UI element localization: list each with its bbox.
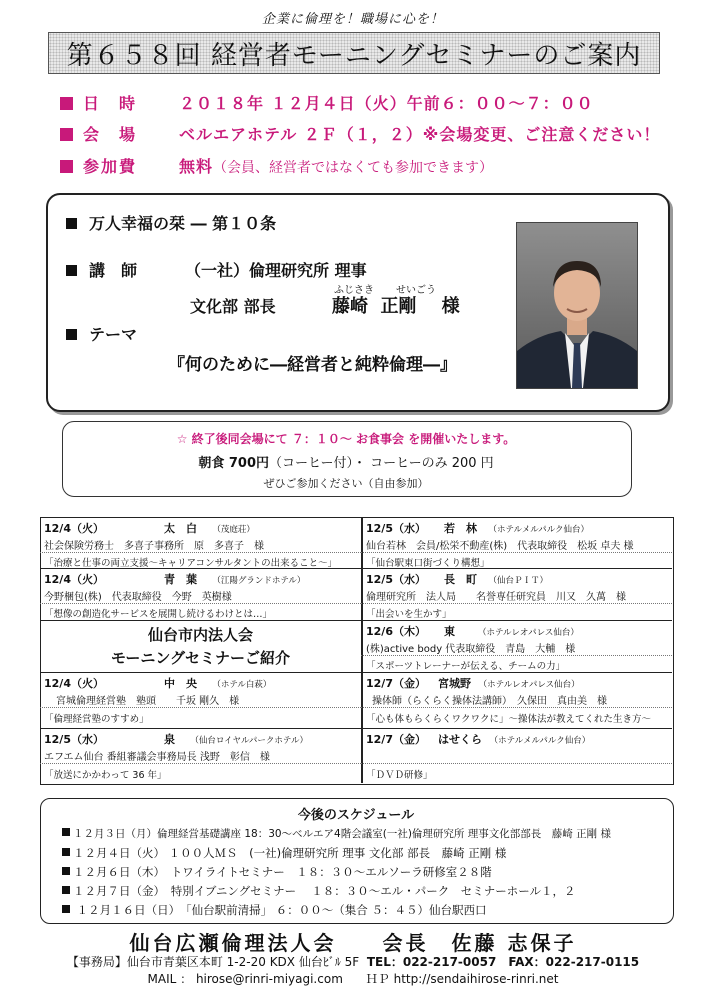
schedule-item bbox=[62, 902, 486, 918]
seminar-place: 宮城野 bbox=[437, 677, 471, 690]
seminar-topic: 「心も体もらくらくワクワクに」～操体法が教えてくれた生き方～ bbox=[366, 714, 652, 725]
seminar-venue: （仙台ＰＩＴ） bbox=[488, 576, 548, 586]
intro-line2: モーニングセミナーご紹介 bbox=[110, 649, 291, 667]
seminar-date: 12/7（金） bbox=[366, 733, 426, 746]
footer-contact bbox=[0, 970, 706, 987]
seminar-higashi-head bbox=[366, 623, 579, 639]
dotted-rule bbox=[361, 603, 672, 604]
theme-text: 『何のために―経営者と純粋倫理―』 bbox=[168, 355, 457, 375]
seminar-venue: （ホテルメルパルク仙台） bbox=[489, 736, 591, 746]
seminar-date: 12/4（火） bbox=[44, 677, 104, 690]
info-venue-label: 会 場 bbox=[83, 125, 138, 144]
speaker-photo bbox=[516, 222, 638, 389]
seminar-topic: 「出会いを生かす」 bbox=[366, 609, 452, 620]
footer-mail: MAIL ： hirose@rinri-miyagi.com bbox=[147, 972, 343, 986]
seminar-date: 12/5（水） bbox=[366, 522, 426, 535]
seminar-place: 泉 bbox=[163, 733, 175, 746]
seminar-nagamachi-head bbox=[366, 571, 548, 587]
dotted-rule bbox=[40, 552, 361, 553]
schedule-item bbox=[62, 826, 611, 841]
ruby-family: ふじさき bbox=[334, 285, 374, 296]
info-date bbox=[60, 91, 594, 114]
seminar-topic: 「ＤＶＤ研修」 bbox=[366, 770, 433, 781]
intro-line1: 仙台市内法人会 bbox=[147, 626, 253, 644]
organization-name: 仙台広瀬倫理法人会 会長 佐藤 志保子 bbox=[129, 931, 577, 955]
tagline: 企業に倫理を！職場に心を！ bbox=[261, 12, 444, 27]
info-fee-label: 参加費 bbox=[83, 157, 138, 176]
seminar-venue: （江陽グランドホテル） bbox=[212, 576, 306, 586]
meal-price bbox=[62, 452, 630, 471]
schedule-item-text: １２月４日（火） １００人ＭＳ (一社)倫理研究所 理事 文化部 部長 藤崎 正剛 様 bbox=[73, 846, 507, 860]
dotted-rule bbox=[40, 603, 361, 604]
table-rule bbox=[40, 728, 361, 729]
table-rule bbox=[361, 728, 672, 729]
square-bullet-icon bbox=[60, 97, 73, 110]
meal-invite: ぜひご参加ください（自由参加） bbox=[263, 477, 429, 490]
theme-line bbox=[66, 322, 137, 345]
dotted-rule bbox=[361, 707, 672, 708]
schedule-item-text: １２月６日（木） トワイライトセミナー １８：３０～エルソーラ研修室２８階 bbox=[73, 865, 492, 879]
seminar-miyagino-head bbox=[366, 675, 580, 691]
seminar-date: 12/5（水） bbox=[44, 733, 104, 746]
seminar-speaker: 今野梱包(株) 代表取締役 今野 英樹様 bbox=[44, 592, 232, 603]
footer-office bbox=[0, 953, 706, 970]
info-venue bbox=[60, 122, 660, 145]
schedule-item-text: １２月３日（月）倫理経営基礎講座 18：30～ベルエア4階会議室(一社)倫理研究所 理事文化部部長 藤崎 正剛 様 bbox=[73, 828, 611, 840]
theme-label: テーマ bbox=[89, 325, 138, 344]
lecturer-line bbox=[66, 258, 367, 281]
dotted-rule bbox=[361, 655, 672, 656]
table-rule bbox=[361, 620, 672, 621]
seminar-speaker: (株)active body 代表取締役 青島 大輔 様 bbox=[366, 644, 576, 655]
footer-hp[interactable]: ＨＰ http://sendaihirose-rinri.net bbox=[365, 972, 559, 986]
seminar-date: 12/6（木） bbox=[366, 625, 426, 638]
info-date-value: ２０１８年 １２月４日（火）午前６：００～７：００ bbox=[179, 94, 594, 113]
seminar-venue: （仙台ロイヤルパークホテル） bbox=[190, 736, 308, 746]
seminar-aoba-head bbox=[44, 571, 305, 587]
page-title-text: 第６５８回 経営者モーニングセミナーのご案内 bbox=[66, 40, 642, 71]
lecturer-name-given: 正剛 bbox=[380, 296, 417, 317]
seminar-taihaku-head bbox=[44, 520, 255, 536]
seminar-date: 12/5（水） bbox=[366, 573, 426, 586]
seminar-place: 青 葉 bbox=[163, 573, 197, 586]
table-rule bbox=[40, 620, 361, 621]
square-bullet-icon bbox=[62, 867, 70, 875]
meal-price-main: 朝食 700円 bbox=[198, 456, 269, 471]
schedule-item bbox=[62, 845, 506, 861]
square-bullet-icon bbox=[66, 265, 77, 276]
lecturer-name-family: 藤崎 bbox=[332, 296, 368, 317]
intro-heading bbox=[40, 624, 361, 670]
info-fee-value: 無料 bbox=[179, 157, 214, 176]
seminar-place: 若 林 bbox=[443, 522, 477, 535]
lecturer-dept: 文化部 部長 bbox=[190, 297, 276, 316]
schedule-item bbox=[62, 883, 576, 899]
seminar-speaker: 操体師（らくらく操体法講師） 久保田 真由美 様 bbox=[372, 696, 607, 707]
table-divider bbox=[361, 517, 363, 783]
seminar-venue: （ホテルレオパレス仙台） bbox=[477, 628, 579, 638]
seminar-speaker: エフエム仙台 番組審議会事務局長 浅野 彰信 様 bbox=[44, 752, 270, 763]
schedule-title: 今後のスケジュール bbox=[297, 808, 415, 823]
schedule-item-text: １２月１６日（日） 「仙台駅前清掃」 ６：００～（集合 ５：４５）仙台駅西口 bbox=[73, 903, 487, 917]
lecturer-honorific: 様 bbox=[441, 296, 460, 317]
seminar-wakabayashi-head bbox=[366, 520, 589, 536]
square-bullet-icon bbox=[60, 160, 73, 173]
square-bullet-icon bbox=[60, 128, 73, 141]
seminar-chuo-head bbox=[44, 675, 271, 691]
meal-announcement: ☆ 終了後同会場にて ７：１０～ お食事会 を開催いたします。 bbox=[176, 432, 516, 446]
seminar-topic: 「想像の創造化サービスを展開し続けるわけとは…」 bbox=[44, 609, 273, 620]
seminar-place: はせくら bbox=[437, 733, 482, 746]
page-title bbox=[48, 32, 660, 74]
table-rule bbox=[40, 672, 361, 673]
square-bullet-icon bbox=[62, 905, 70, 913]
table-rule bbox=[361, 672, 672, 673]
seminar-date: 12/4（火） bbox=[44, 522, 104, 535]
seminar-date: 12/4（火） bbox=[44, 573, 104, 586]
info-venue-value: ベルエアホテル ２Ｆ（１，２）※会場変更、ご注意ください！ bbox=[179, 125, 661, 144]
seminar-place: 長 町 bbox=[443, 573, 477, 586]
square-bullet-icon bbox=[62, 848, 70, 856]
square-bullet-icon bbox=[66, 329, 77, 340]
seminar-speaker: 社会保険労務士 多喜子事務所 原 多喜子 様 bbox=[44, 541, 264, 552]
article-text: 万人幸福の栞 ― 第１０条 bbox=[89, 214, 277, 233]
article-line bbox=[66, 211, 276, 234]
schedule-item-text: １２月７日（金） 特別イブニングセミナー １８：３０～エル・パーク セミナーホール１，２ bbox=[73, 884, 576, 898]
seminar-topic: 「放送にかかわって 36 年」 bbox=[44, 770, 167, 781]
info-fee-note: （会員、経営者ではなくても参加できます） bbox=[213, 160, 494, 176]
seminar-venue: （ホテルレオパレス仙台） bbox=[478, 680, 580, 690]
square-bullet-icon bbox=[66, 218, 77, 229]
info-fee bbox=[60, 154, 493, 177]
office-tel-fax: TEL：022-217-0057 FAX：022-217-0115 bbox=[366, 955, 640, 969]
dotted-rule bbox=[40, 707, 361, 708]
seminar-date: 12/7（金） bbox=[366, 677, 426, 690]
schedule-item bbox=[62, 864, 492, 880]
lecturer-label: 講 師 bbox=[89, 261, 138, 280]
dotted-rule bbox=[361, 552, 672, 553]
lecturer-org: （一社）倫理研究所 理事 bbox=[185, 261, 367, 280]
meal-price-rest: （コーヒー付）・ コーヒーのみ 200 円 bbox=[269, 456, 494, 471]
seminar-izumi-head bbox=[44, 731, 308, 747]
ruby-given: せいごう bbox=[396, 285, 436, 296]
seminar-topic: 「倫理経営塾のすすめ」 bbox=[44, 714, 149, 725]
dotted-rule bbox=[361, 763, 672, 764]
seminar-speaker: 宮城倫理経営塾 塾頭 千坂 剛久 様 bbox=[56, 696, 240, 707]
seminar-topic: 「スポーツトレーナーが伝える、チームの力」 bbox=[366, 661, 566, 672]
seminar-topic: 「仙台駅東口街づくり構想」 bbox=[366, 558, 490, 569]
seminar-venue: （ホテルメルパルク仙台） bbox=[488, 525, 590, 535]
lecturer-name bbox=[332, 292, 460, 318]
seminar-place: 太 白 bbox=[163, 522, 197, 535]
seminar-hasekura-head bbox=[366, 731, 590, 747]
square-bullet-icon bbox=[62, 886, 70, 894]
seminar-place: 東 bbox=[443, 625, 455, 638]
dotted-rule bbox=[40, 763, 361, 764]
office-address: 【事務局】仙台市青葉区本町 1-2-20 KDX 仙台ﾋﾞﾙ 5F bbox=[66, 955, 360, 969]
square-bullet-icon bbox=[62, 828, 70, 836]
info-date-label: 日 時 bbox=[83, 94, 138, 113]
seminar-venue: （茂庭荘） bbox=[212, 525, 255, 535]
seminar-venue: （ホテル白萩） bbox=[212, 680, 272, 690]
seminar-place: 中 央 bbox=[163, 677, 197, 690]
seminar-speaker: 仙台若林 会員/松栄不動産(株) 代表取締役 松坂 卓夫 様 bbox=[366, 541, 634, 552]
seminar-topic: 「治療と仕事の両立支援～キャリアコンサルタントの出来ること～」 bbox=[44, 558, 338, 569]
seminar-speaker: 倫理研究所 法人局 名誉専任研究員 川又 久萬 様 bbox=[366, 592, 626, 603]
